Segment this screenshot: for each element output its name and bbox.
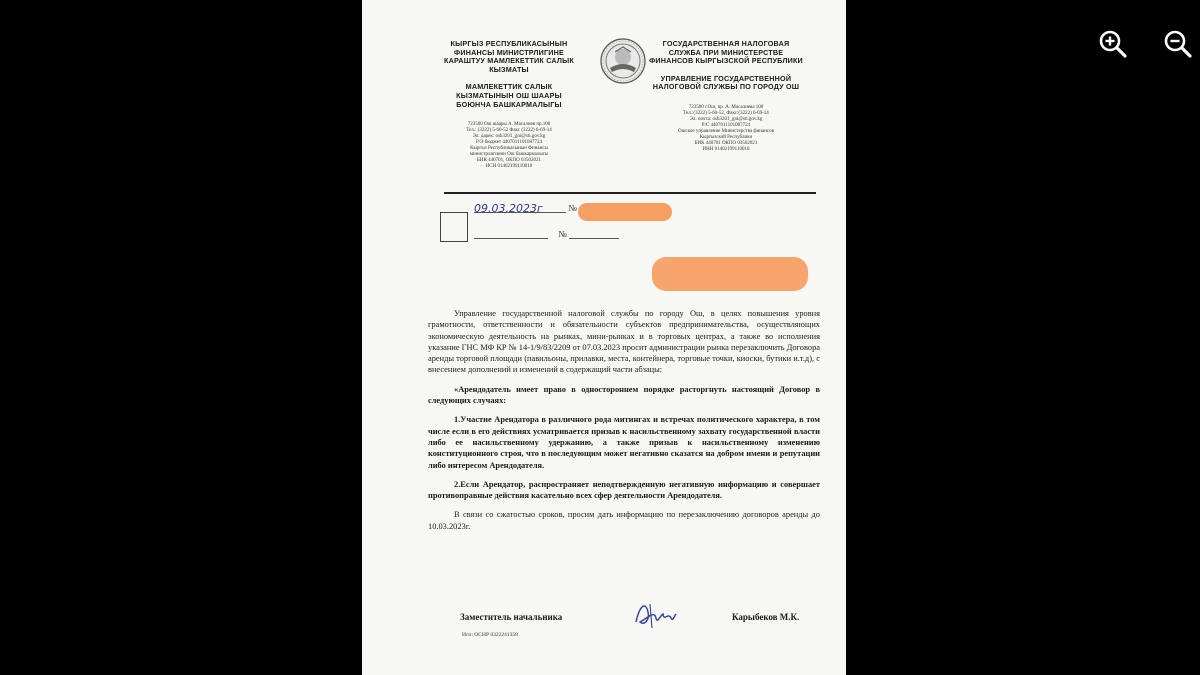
incoming-registration [474, 228, 619, 239]
outgoing-registration [474, 202, 577, 213]
zoom-out-icon [1162, 28, 1196, 62]
right-header-line: БИК 440701 ОКПО 03502021 [694, 140, 758, 146]
body-quote: «Арендодатель имеет право в одностороннем порядке расторгнуть настоящий Договор в следующих случаях: [428, 384, 820, 406]
redaction-mark [578, 203, 672, 221]
handwritten-date: 09.03.2023г [474, 202, 543, 215]
document-page [362, 0, 846, 675]
right-header-title: ГОСУДАРСТВЕННАЯ НАЛОГОВАЯ СЛУЖБА ПРИ МИНИСТЕРСТВЕ ФИНАНСОВ КЫРГЫЗСКОЙ РЕСПУБЛИКИ [649, 39, 803, 66]
right-header-line: Р/С 4407011101087724 [701, 122, 751, 128]
left-header-details [440, 122, 578, 170]
left-header-line: Кыргыз Республикасынын Финансы [470, 146, 548, 152]
executor-note: Исп: ОСНР 0322241358 [462, 632, 518, 638]
left-header-line: БИК 440701, ОКПО 03502021 [477, 158, 541, 164]
signatory-position: Заместитель начальника [460, 612, 563, 622]
redaction-mark [652, 257, 808, 291]
body-closing: В связи со сжатостью сроков, просим дать информацию по перезаключению договоров аренды до 10.03.2023г. [428, 510, 820, 531]
left-header-subtitle: МАМЛЕКЕТТИК САЛЫК КЫЗМАТЫНЫН ОШ ШААРЫ БОЮНЧА БАШКАРМАЛЫГЫ [456, 82, 562, 109]
zoom-in-icon [1097, 28, 1131, 62]
right-header-subtitle: УПРАВЛЕНИЕ ГОСУДАРСТВЕННОЙ НАЛОГОВОЙ СЛУЖБЫ ПО ГОРОДУ ОШ [652, 73, 800, 92]
body-item-1: 1.Участие Арендатора в различного рода митингах и встречах политического характера, в том числе если в его действиях усматривается призыв к насильственному захвату государственной власти либо ее насильственному удержанию, а также призыв к насильственному изменению конституционного строя, что в последующим может негативно сказатся на добром имени и репутации либо интересом Арендодателя. [428, 415, 820, 470]
left-header-line: 723500 Ош шаары А. Масалиев пр.100 [467, 122, 551, 128]
left-header-line: Тел.: (3222) 5-60-52 Факс (3222) 6-69-14 [466, 128, 552, 134]
letter-body [428, 308, 820, 532]
header-divider [444, 192, 816, 194]
left-header-title: КЫРГЫЗ РЕСПУБЛИКАСЫНЫН ФИНАНСЫ МИНИСТРЛИГИНЕ КАРАШТУУ МАМЛЕКЕТТИК САЛЫК КЫЗМАТЫ [444, 39, 574, 74]
left-letterhead [440, 40, 578, 170]
right-header-details [646, 105, 806, 153]
registration-stamp-box [440, 212, 468, 242]
number-label: № [558, 229, 567, 239]
body-paragraph: Управление государственной налоговой службы по городу Ош, в целях повышения уровня грамотности, ответственности и обязательности субъектов предпринимательства, осуществляющих экономическую деятельность на рынках, мини-рынках и в торговых центрах, а также во исполнения указание ГНС МФ КР № 14-1/9/83/2209 от 07.03.2023 просит администрации рынка перезаключить Договора аренды торговой площади (павильоны, прилавки, места, контейнера, торговые точки, киоски, бутики и.т.д), с внесением дополнений и изменений в содержащий части абзацы: [428, 309, 820, 375]
number-label: № [568, 203, 577, 213]
state-emblem-icon [600, 38, 646, 84]
left-header-line: ИСН 01402199110010 [485, 164, 533, 170]
handwritten-signature-icon [630, 598, 678, 632]
right-header-line: ИНН 01402199110010 [702, 146, 750, 152]
body-item-2: 2.Если Арендатор, распространяет неподтвержденную негативную информацию и совершает противоправные действия касательно всех сфер деятельности Арендодателя. [428, 479, 820, 501]
right-header-line: 723500 г.Ош, пр. А. Масалиева 100 [688, 104, 764, 110]
zoom-out-button[interactable] [1162, 28, 1196, 62]
signatory-name: Карыбеков М.К. [732, 612, 800, 622]
zoom-in-button[interactable] [1097, 28, 1131, 62]
right-header-line: Тел.:(3222) 5-60-52, Факс:(3222) 6-69-14 [683, 110, 769, 116]
left-header-line: министрлигинин Ош башкармалыгы [469, 152, 549, 158]
right-letterhead [646, 40, 806, 153]
left-header-line: Эл. дарек: osh3201_gni@sti.gov.kg [472, 134, 546, 140]
number-blank [569, 228, 619, 239]
right-header-line: Кыргызской Республики [699, 134, 753, 140]
right-header-line: Эл. почта: osh3201_gni@sti.gov.kg [689, 116, 763, 122]
date-field [474, 202, 566, 213]
date-blank [474, 228, 548, 239]
left-header-line: Р/Э бюджет 4407011101087724 [476, 140, 542, 146]
right-header-line: Ошское управление Министерства финансов [678, 128, 774, 134]
